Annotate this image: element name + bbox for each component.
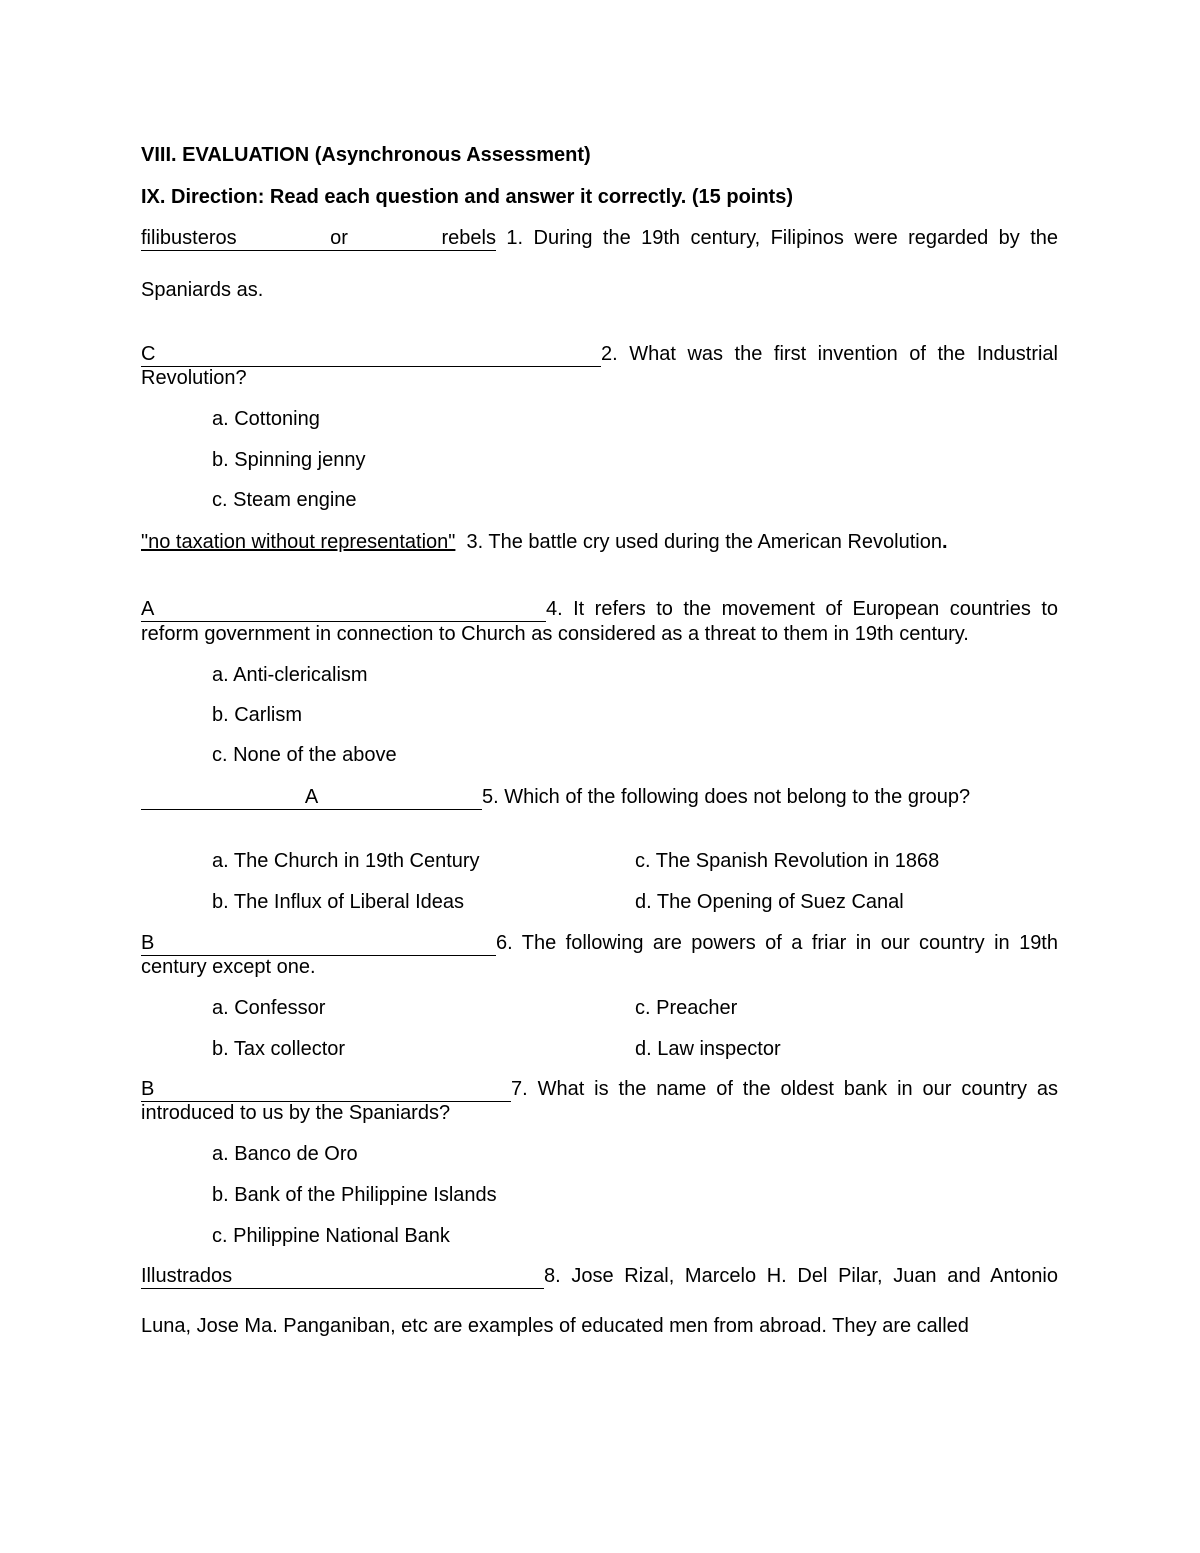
question-1-text: 1. During the 19th century, Filipinos were regarded by the <box>496 227 1058 249</box>
question-8-line2: Luna, Jose Ma. Panganiban, etc are examples of educated men from abroad. They are called <box>141 1315 969 1337</box>
question-4 <box>141 597 1058 622</box>
answer-1: filibusteros or rebels <box>141 227 496 249</box>
question-3 <box>141 530 948 554</box>
question-2-text: 2. What was the first invention of the Industrial <box>601 343 1058 365</box>
answer-2: C <box>141 343 601 367</box>
choice-2a: a. Cottoning <box>212 408 320 430</box>
question-8 <box>141 1264 1058 1289</box>
question-7 <box>141 1077 1058 1102</box>
choice-6c: c. Preacher <box>635 997 738 1019</box>
question-7-line2: introduced to us by the Spaniards? <box>141 1102 451 1124</box>
section-title: VIII. EVALUATION (Asynchronous Assessment) <box>141 144 591 166</box>
choice-7a: a. Banco de Oro <box>212 1143 358 1165</box>
choice-4b: b. Carlism <box>212 704 303 726</box>
question-4-text: 4. It refers to the movement of European countries to <box>546 598 1058 620</box>
answer-3: "no taxation without representation" <box>141 531 456 553</box>
choice-6a: a. Confessor <box>212 997 326 1019</box>
question-7-text: 7. What is the name of the oldest bank in our country as <box>511 1078 1058 1100</box>
choice-5b: b. The Influx of Liberal Ideas <box>212 891 465 913</box>
answer-8: Illustrados <box>141 1265 544 1289</box>
choice-2c: c. Steam engine <box>212 489 357 511</box>
choice-5c: c. The Spanish Revolution in 1868 <box>635 850 940 872</box>
choice-6d: d. Law inspector <box>635 1038 781 1060</box>
choice-5d: d. The Opening of Suez Canal <box>635 891 904 913</box>
choice-5a: a. The Church in 19th Century <box>212 850 480 872</box>
choice-7c: c. Philippine National Bank <box>212 1225 450 1247</box>
answer-7: B <box>141 1078 511 1102</box>
question-6-text: 6. The following are powers of a friar in our country in 19th <box>496 932 1058 954</box>
question-8-text: 8. Jose Rizal, Marcelo H. Del Pilar, Juan and Antonio <box>544 1265 1058 1287</box>
answer-4: A <box>141 598 546 622</box>
question-3-text: 3. The battle cry used during the American Revolution <box>455 531 942 553</box>
choice-2b: b. Spinning jenny <box>212 449 366 471</box>
direction-text: IX. Direction: Read each question and answer it correctly. (15 points) <box>141 186 794 208</box>
question-1-line2: Spaniards as. <box>141 279 264 301</box>
question-5-text: 5. Which of the following does not belong to the group? <box>482 786 971 808</box>
question-2-line2: Revolution? <box>141 367 247 389</box>
question-6 <box>141 931 1058 956</box>
question-6-line2: century except one. <box>141 956 316 978</box>
answer-5: A <box>141 786 482 810</box>
question-1 <box>141 226 1058 251</box>
question-3-period: . <box>941 531 948 553</box>
question-2 <box>141 342 1058 367</box>
choice-7b: b. Bank of the Philippine Islands <box>212 1184 497 1206</box>
question-4-line2: reform government in connection to Church as considered as a threat to them in 19th century. <box>141 623 969 645</box>
answer-6: B <box>141 932 496 956</box>
question-5 <box>141 785 970 810</box>
choice-4a: a. Anti-clericalism <box>212 664 368 686</box>
choice-6b: b. Tax collector <box>212 1038 346 1060</box>
choice-4c: c. None of the above <box>212 744 397 766</box>
